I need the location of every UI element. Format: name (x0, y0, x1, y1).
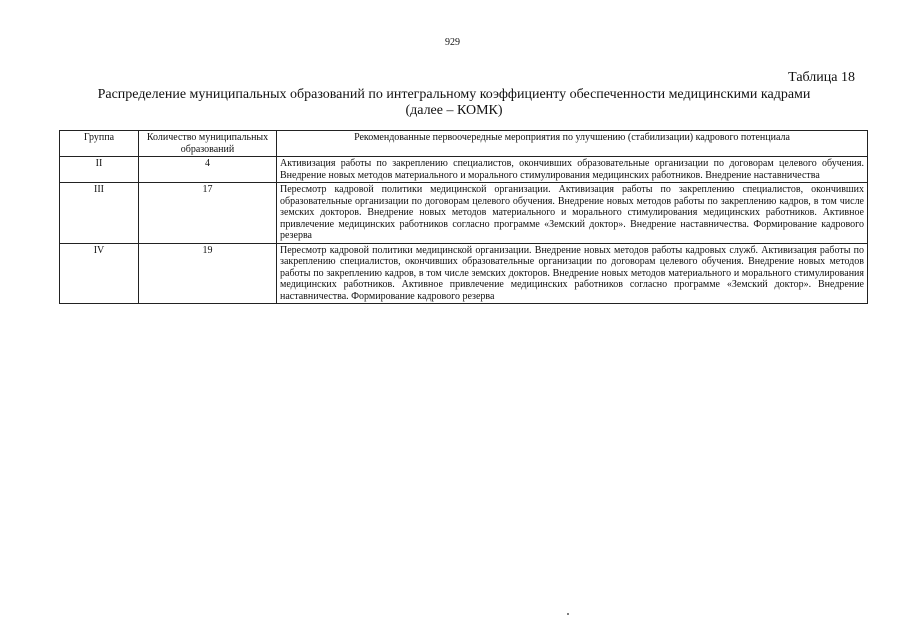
table-label: Таблица 18 (788, 70, 855, 85)
cell-group: II (60, 157, 139, 183)
cell-group: III (60, 183, 139, 244)
header-group: Группа (60, 131, 139, 157)
table-row (60, 243, 868, 304)
table-row (60, 157, 868, 183)
header-count: Количество муниципальных образований (139, 131, 277, 157)
cell-measures: Пересмотр кадровой политики медицинской организации. Внедрение новых методов работы кадровых служб. Активизация работы по закреплению специалистов, окончивших образовательные организации по договорам целевого обучения. Внедрение новых методов работы по закреплению кадров, в том числе земских докторов. Внедрение новых методов материального и морального стимулирования медицинских работников. Активное привлечение медицинских работников согласно программе «Земский доктор». Внедрение наставничества. Формирование кадрового резерва (277, 243, 868, 304)
page-number: 929 (445, 37, 460, 48)
table-header-row (60, 131, 868, 157)
table-title-line-2: (далее – КОМК) (405, 103, 503, 118)
cell-measures: Активизация работы по закреплению специалистов, окончивших образовательные организации по договорам целевого обучения. Внедрение новых методов материального и морального стимулирования медицинских работников. Внедрение наставничества (277, 157, 868, 183)
header-measures: Рекомендованные первоочередные мероприятия по улучшению (стабилизации) кадрового потенциала (277, 131, 868, 157)
table-row (60, 183, 868, 244)
cell-group: IV (60, 243, 139, 304)
cell-measures: Пересмотр кадровой политики медицинской организации. Активизация работы по закреплению специалистов, окончивших образовательные организации по договорам целевого обучения. Внедрение новых методов работы по закреплению кадров, в том числе земских докторов. Внедрение новых методов материального и морального стимулирования медицинских работников. Активное привлечение медицинских работников согласно программе «Земский доктор». Внедрение наставничества. Формирование кадрового резерва (277, 183, 868, 244)
cell-count: 4 (139, 157, 277, 183)
table-title (40, 87, 868, 119)
scan-speck (567, 613, 569, 615)
table-title-line-1: Распределение муниципальных образований по интегральному коэффициенту обеспеченности медицинскими кадрами (97, 87, 811, 102)
distribution-table (59, 130, 868, 304)
cell-count: 17 (139, 183, 277, 244)
cell-count: 19 (139, 243, 277, 304)
